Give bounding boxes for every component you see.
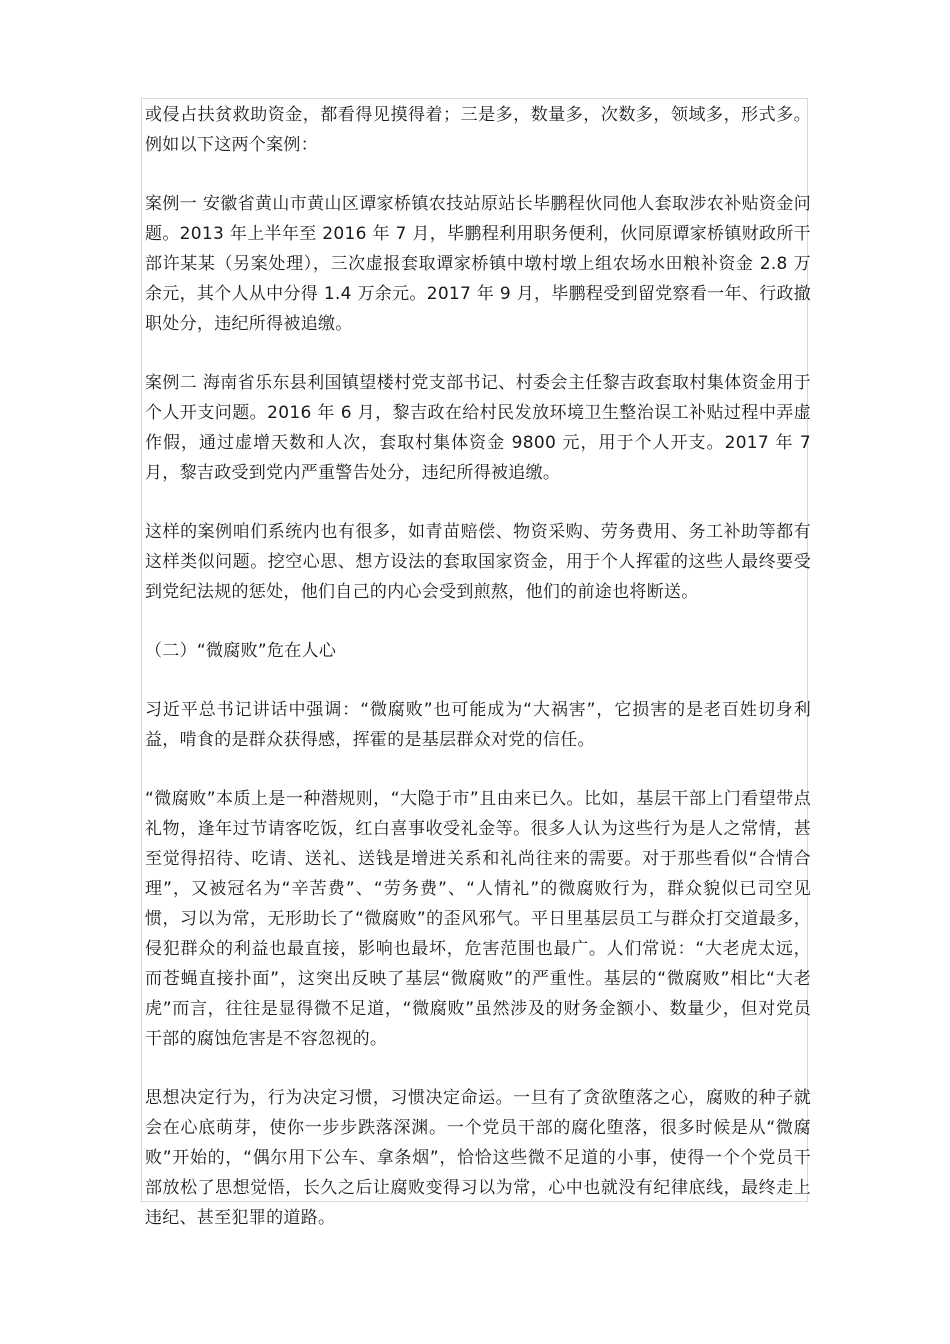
paragraph-case-one: 案例一 安徽省黄山市黄山区谭家桥镇农技站原站长毕鹏程伙同他人套取涉农补贴资金问题。2013 年上半年至 2016 年 7 月，毕鹏程利用职务便利，伙同原谭家桥镇财政所干部许某某（另案处理），三次虚报套取谭家桥镇中墩村墩上组农场水田粮补资金 2.8 万余元，其个人从中分得 1.4 万余元。2017 年 9 月，毕鹏程受到留党察看一年、行政撤职处分，违纪所得被追缴。 [145,194,811,334]
paragraph-quote: 习近平总书记讲话中强调：“微腐败”也可能成为“大祸害”，它损害的是老百姓切身利益，啃食的是群众获得感，挥霍的是基层群众对党的信任。 [145,700,811,750]
paragraph-case-two: 案例二 海南省乐东县利国镇望楼村党支部书记、村委会主任黎吉政套取村集体资金用于个人开支问题。2016 年 6 月，黎吉政在给村民发放环境卫生整治误工补贴过程中弄虚作假，通过虚增天数和人次，套取村集体资金 9800 元，用于个人开支。2017 年 7 月，黎吉政受到党内严重警告处分，违纪所得被追缴。 [145,373,811,483]
section-heading: （二）“微腐败”危在人心 [145,641,337,661]
document-body [145,100,811,1262]
paragraph-system-cases: 这样的案例咱们系统内也有很多，如青苗赔偿、物资采购、劳务费用、务工补助等都有这样类似问题。挖空心思、想方设法的套取国家资金，用于个人挥霍的这些人最终要受到党纪法规的惩处，他们自己的内心会受到煎熬，他们的前途也将断送。 [145,522,811,602]
paragraph-intro: 或侵占扶贫救助资金，都看得见摸得着；三是多，数量多，次数多，领域多，形式多。例如以下这两个案例： [145,105,811,155]
paragraph-conclusion: 思想决定行为，行为决定习惯，习惯决定命运。一旦有了贪欲堕落之心，腐败的种子就会在心底萌芽，使你一步步跌落深渊。一个党员干部的腐化堕落，很多时候是从“微腐败”开始的，“偶尔用下公车、拿条烟”，恰恰这些微不足道的小事，使得一个个党员干部放松了思想觉悟，长久之后让腐败变得习以为常，心中也就没有纪律底线，最终走上违纪、甚至犯罪的道路。 [145,1088,811,1228]
paragraph-micro-corruption: “微腐败”本质上是一种潜规则，“大隐于市”且由来已久。比如，基层干部上门看望带点礼物，逢年过节请客吃饭，红白喜事收受礼金等。很多人认为这些行为是人之常情，甚至觉得招待、吃请、送礼、送钱是增进关系和礼尚往来的需要。对于那些看似“合情合理”，又被冠名为“辛苦费”、“劳务费”、“人情礼”的微腐败行为，群众貌似已司空见惯，习以为常，无形助长了“微腐败”的歪风邪气。平日里基层员工与群众打交道最多，侵犯群众的利益也最直接，影响也最坏，危害范围也最广。人们常说：“大老虎太远，而苍蝇直接扑面”，这突出反映了基层“微腐败”的严重性。基层的“微腐败”相比“大老虎”而言，往往是显得微不足道，“微腐败”虽然涉及的财务金额小、数量少，但对党员干部的腐蚀危害是不容忽视的。 [145,789,811,1049]
